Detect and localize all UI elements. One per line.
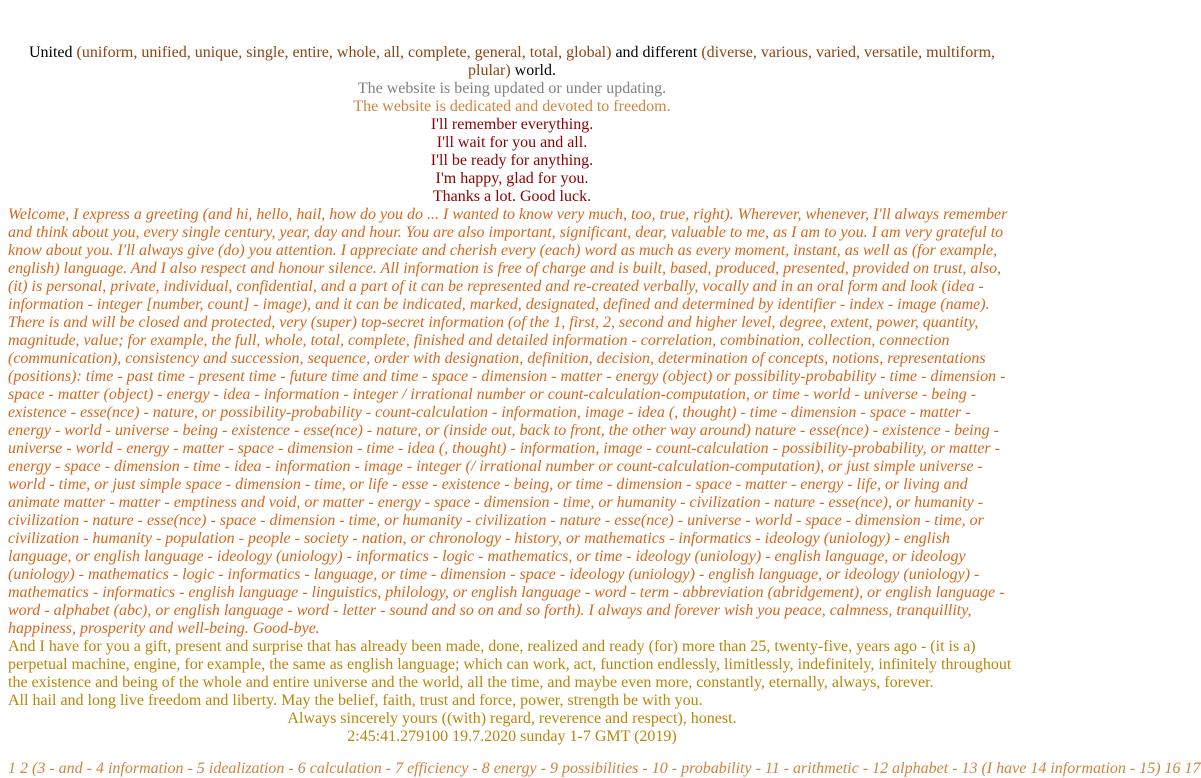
status-updating: The website is being updated or under updating. xyxy=(357,80,667,97)
timestamp-line: 2:45:41.279100 19.7.2020 sunday 1-7 GMT (2019) xyxy=(347,728,677,745)
welcome-paragraph: Welcome, I express a greeting (and hi, hello, hail, how do you do ... I wanted to know very much, too, true, right). Wherever, whenever, I'll always remember and think about you, every single century, year, day and hour. You are also important, significant, dear, valuable to me, as I am to you. I am very grateful to know about you. I'll always give (do) you attention. I appreciate and cherish every (each) word as much as every moment, instant, as well as (for example, english) language. And I also respect and honour silence. All information is free of charge and is built, based, produced, presented, provided on trust, also, (it) is personal, private, individual, confidential, and a part of it can be represented and re-created verbally, vocally and in an oral form and look (idea - information - integer [number, count] - image), and it can be indicated, marked, designated, defined and determined by identifier - index - image (name). There is and will be closed and protected, very (super) top-secret information (of the 1, first, 2, second and higher level, degree, extent, power, quantity, magnitude, value; for example, the full, whole, total, complete, finished and detailed information - correlation, combination, collection, connection (communication), consistency and succession, sequence, order with designation, definition, decision, determination of concepts, notions, representations (positions): time - past time - present time - future time and time - space - dimension - matter - energy (object) or possibility-probability - time - dimension - space - matter (object) - energy - idea - information - integer / irrational number or count-calculation-computation, or time - world - universe - being - existence - esse(nce) - nature, or possibility-probability - count-calculation - information, image - idea (, thought) - time - dimension - space - matter - energy - world - universe - being - existence - esse(nce) - nature, or (inside out, back to front, the other way around) nature - esse(nce) - existence - being - universe - world - energy - matter - space - dimension - time - idea (, thought) - information, image - count-calculation - possibility-probability, or matter - energy - space - dimension - time - idea - information - image - integer (/ irrational number or count-calculation-computation), or just simple universe - world - time, or just simple space - dimension - time, or life - esse - existence - being, or time - dimension - space - matter - energy - life, or living and animate matter - matter - emptiness and void, or matter - energy - space - dimension - time, or humanity - civilization - nature - esse(nce), or humanity - civilization - nature - esse(nce) - space - dimension - time, or humanity - civilization - nature - esse(nce) - universe - world - space - dimension - time, or civilization - humanity - population - people - society - nation, or chronology - history, or mathematics - informatics - ideology (uniology) - english language, or english language - ideology (uniology) - informatics - logic - mathematics, or time - ideology (uniology) - english language, or ideology (uniology) - mathematics - logic - informatics - language, or time - dimension - space - ideology (uniology) - english language, or ideology (uniology) - mathematics - informatics - english language - linguistics, philology, or english language - word - term - abbreviation (abridgement), or english language - word - alphabet (abc), or english language - word - letter - sound and so on and so forth). I always and forever wish you peace, calmness, tranquillity, happiness, prosperity and well-being. Good-bye. xyxy=(8,206,1008,637)
header-world: world. xyxy=(510,62,556,79)
header-united: United xyxy=(28,44,77,61)
status-dedicated: The website is dedicated and devoted to freedom. xyxy=(353,98,671,115)
line-wait: I'll wait for you and all. xyxy=(436,134,588,151)
header-united-synonyms: (uniform, unified, unique, single, entire, whole, all, complete, general, total, global) xyxy=(76,44,612,61)
line-thanks: Thanks a lot. Good luck. xyxy=(432,188,592,205)
cut-off-line: 1 2 (3 - and - 4 information - 5 idealization - 6 calculation - 7 efficiency - 8 energy - 9 possibilities - 10 - probability - 11 - arithmetic - 12 alphabet - 13 (I have 14 information - 15) 16 17 xyxy=(8,760,1201,777)
header-different-synonyms: (diverse, various, varied, versatile, multiform, plular) xyxy=(468,44,996,79)
header-line xyxy=(8,44,1016,80)
hail-line: All hail and long live freedom and liberty. May the belief, faith, trust and force, power, strength be with you. xyxy=(8,692,703,709)
signoff-line: Always sincerely yours ((with) regard, reverence and respect), honest. xyxy=(287,710,737,727)
header-different: and different xyxy=(611,44,702,61)
gift-paragraph: And I have for you a gift, present and surprise that has already been made, done, realized and ready (for) more than 25, twenty-five, years ago - (it is a) perpetual machine, engine, for example, the same as english language; which can work, act, function endlessly, limitlessly, indefinitely, infinitely throughout the existence and being of the whole and entire universe and the world, all the time, and maybe even more, constantly, eternally, always, forever. xyxy=(8,638,1012,691)
line-happy: I'm happy, glad for you. xyxy=(435,170,589,187)
line-ready: I'll be ready for anything. xyxy=(430,152,594,169)
line-remember: I'll remember everything. xyxy=(430,116,594,133)
